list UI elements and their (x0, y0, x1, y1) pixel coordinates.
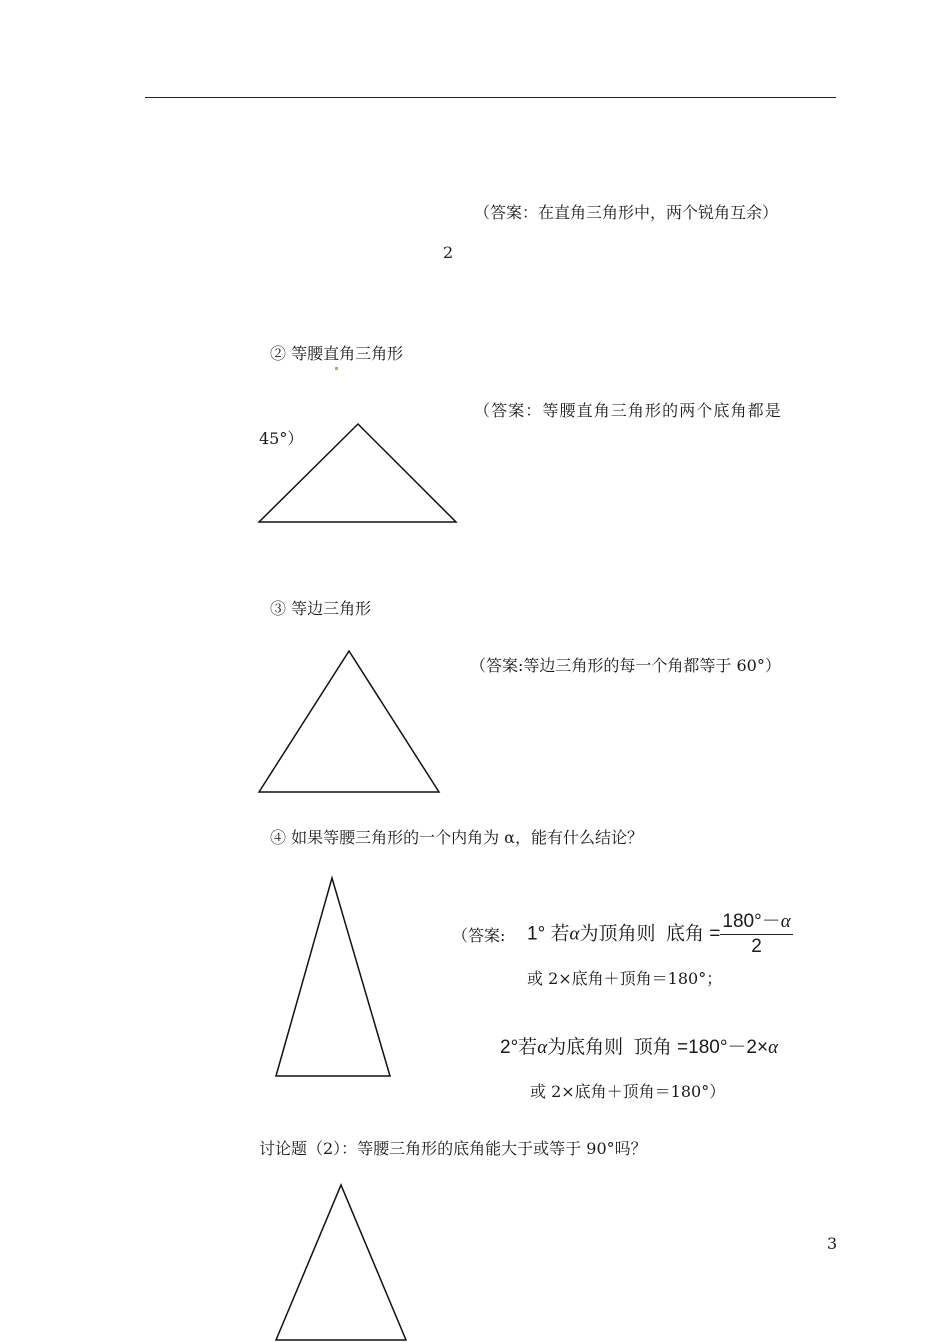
case2-expr: 180°－2× (688, 1037, 769, 1058)
case2-cond-pre: 若 (518, 1037, 538, 1058)
case2-alpha: α (537, 1037, 548, 1058)
case2-alt: 或 2×底角＋顶角＝180°） (530, 1082, 726, 1101)
case2-lhs: 顶角 = (633, 1037, 689, 1058)
fragment-2: 2 (443, 243, 454, 262)
case1-lhs: 底角 = (666, 923, 721, 945)
item2-answer-line1: （答案：等腰直角三角形的两个底角都是 (474, 401, 782, 420)
item2-answer-line2: 45°） (259, 429, 304, 448)
case1-alpha: α (569, 923, 580, 945)
case2-expr-alpha: α (768, 1037, 779, 1058)
isosceles-right-triangle (259, 424, 456, 522)
case1-cond-post: 为顶角则 (579, 923, 656, 945)
isosceles-triangle-alpha (276, 878, 390, 1076)
item3-answer: （答案:等边三角形的每一个角都等于 60°） (470, 656, 781, 675)
case2-cond-post: 为底角则 (547, 1037, 624, 1058)
answer-right-triangle: （答案：在直角三角形中，两个锐角互余） (474, 203, 779, 222)
equilateral-triangle (259, 651, 439, 792)
item4-title: ④ 如果等腰三角形的一个内角为 α，能有什么结论？ (270, 828, 643, 847)
item4-answer-prefix: （答案: (452, 926, 506, 945)
page-number: 3 (827, 1234, 838, 1253)
case1-numerator: 180°－α (720, 911, 792, 935)
case1-label: 1° (527, 923, 546, 945)
case1-cond-pre: 若 (550, 923, 570, 945)
case1-alt: 或 2×底角＋顶角＝180°； (527, 969, 723, 988)
item2-title: ② 等腰直角三角形 (270, 344, 404, 363)
discussion-2: 讨论题（2）：等腰三角形的底角能大于或等于 90°吗？ (259, 1139, 647, 1158)
isosceles-triangle-discussion (276, 1185, 406, 1340)
item3-title: ③ 等边三角形 (270, 599, 372, 618)
case1-denominator: 2 (751, 936, 762, 957)
case2-label: 2° (500, 1037, 519, 1058)
